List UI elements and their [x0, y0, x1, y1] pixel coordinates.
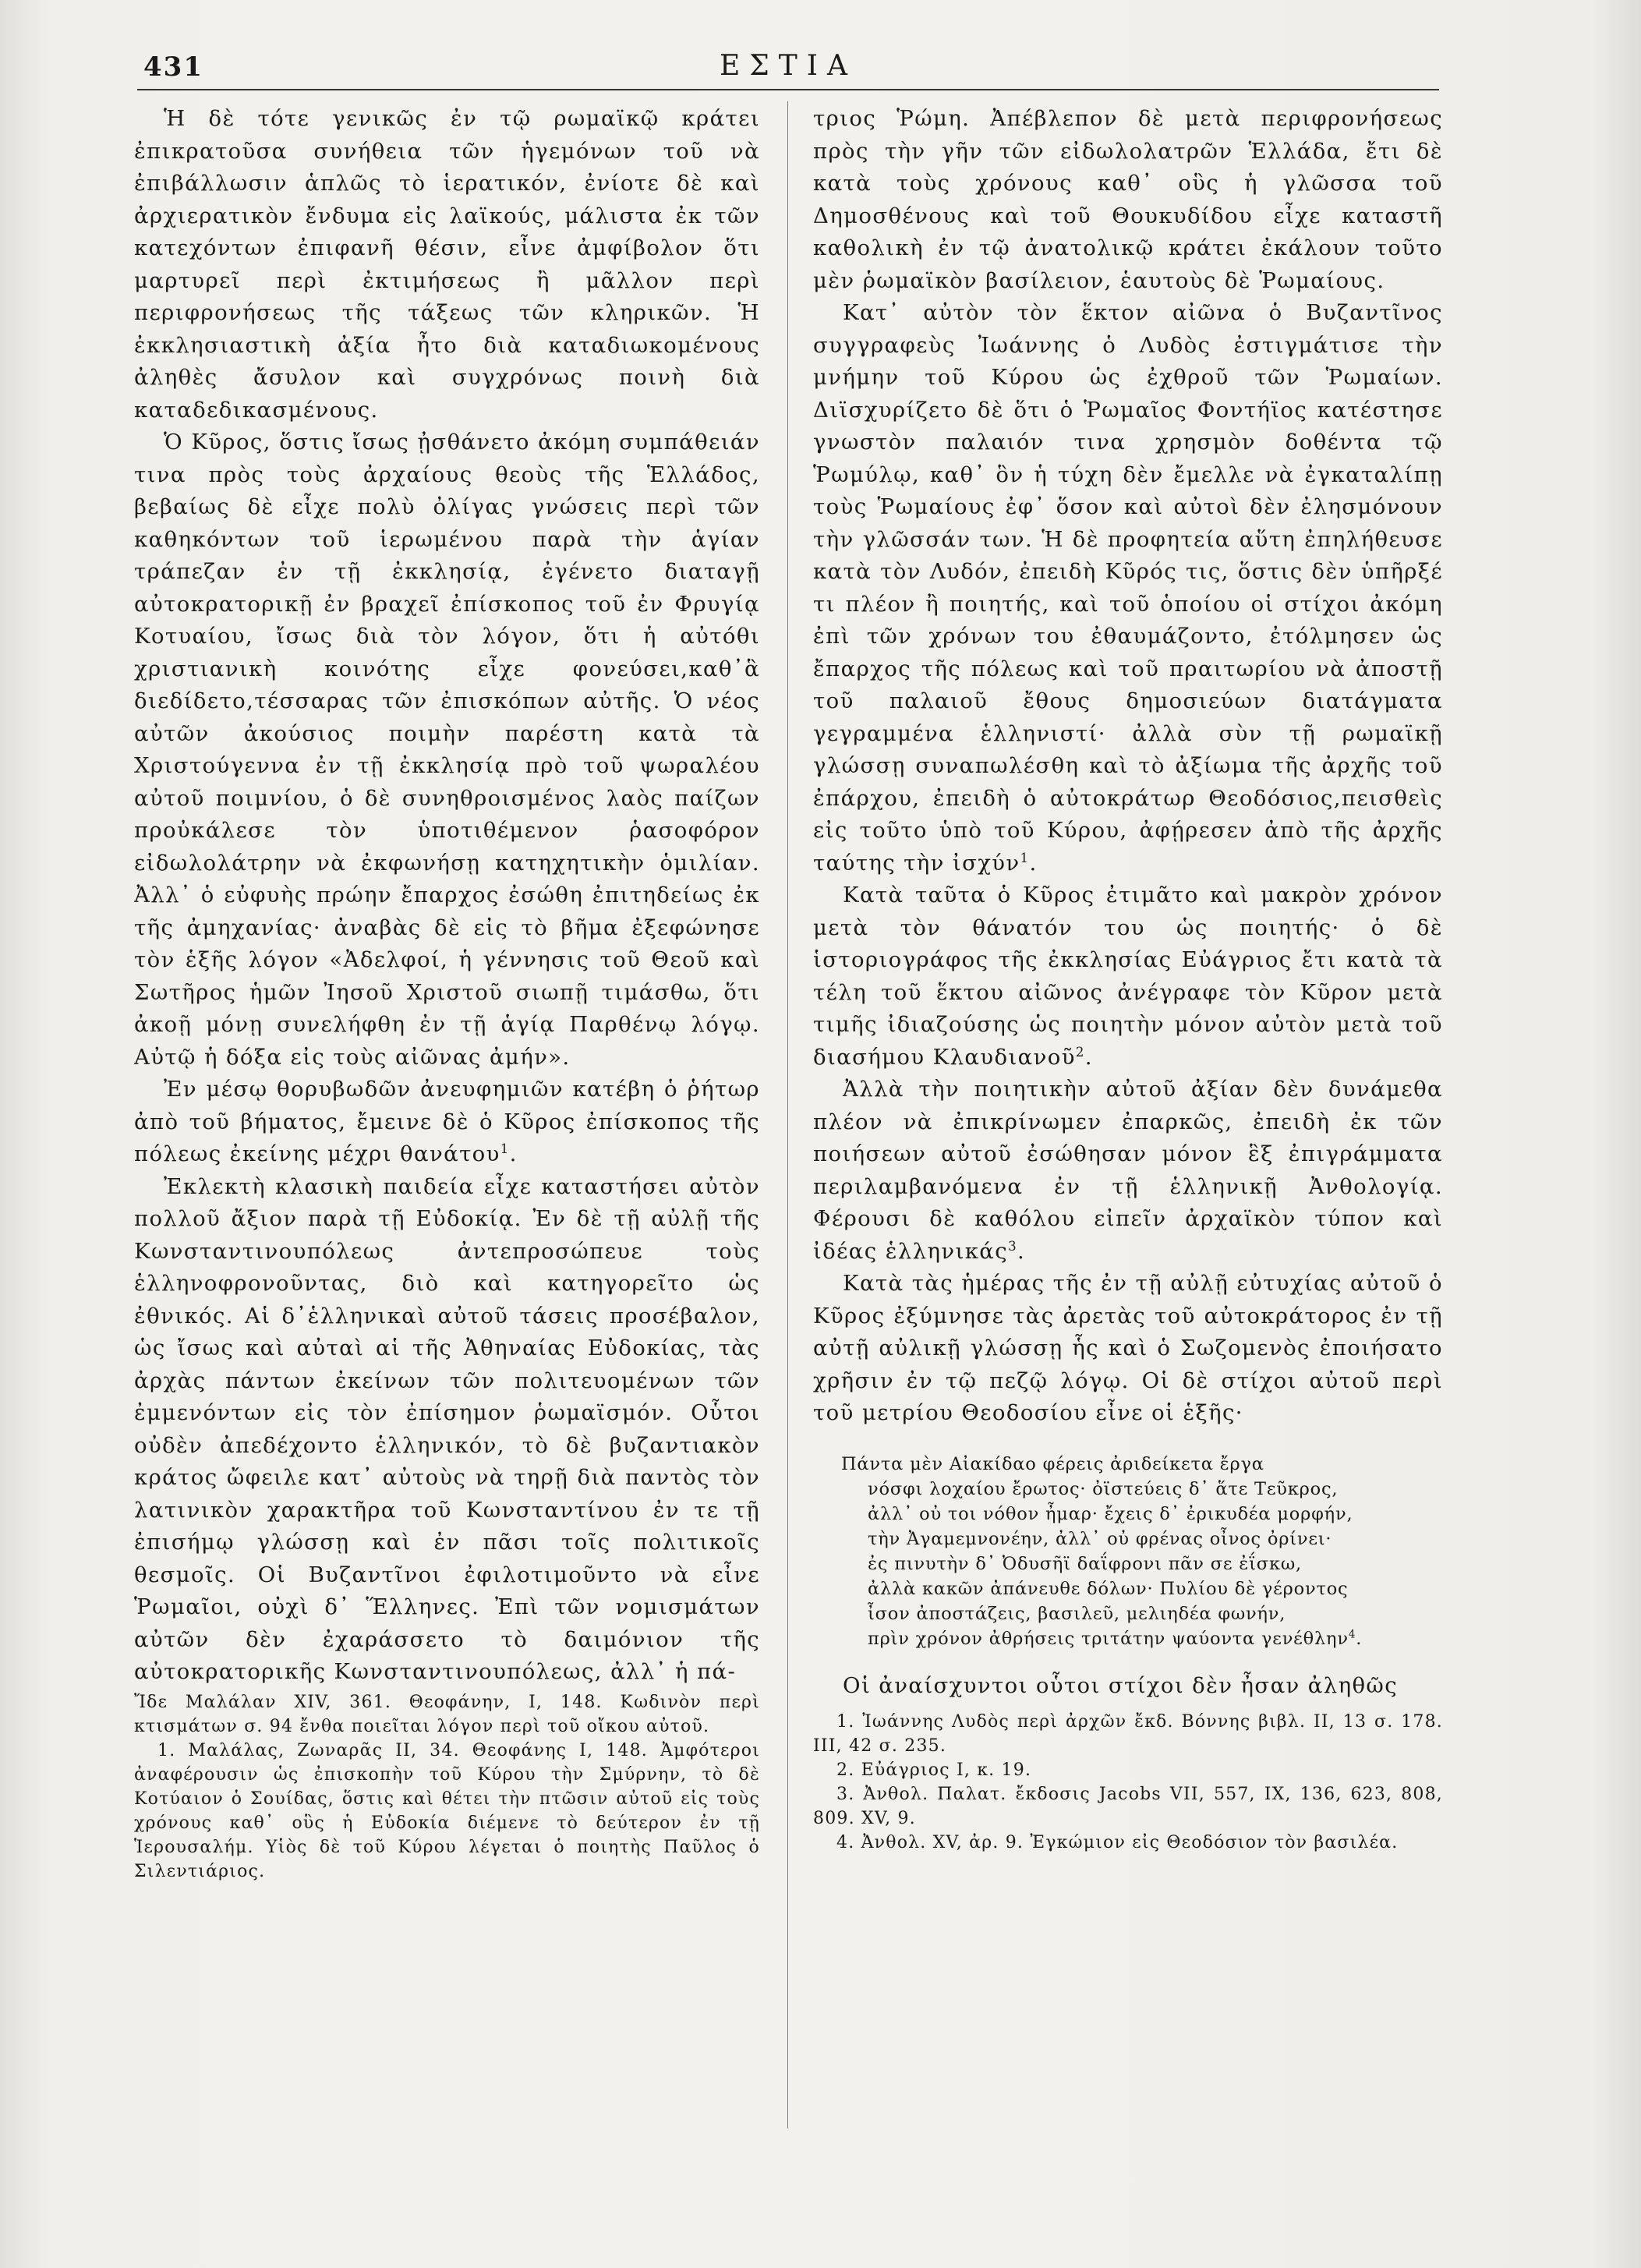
poem-line: πρὶν χρόνον ἀθρήσεις τριτάτην ψαύοντα γενέθλην$^4$.: [868, 1628, 1363, 1649]
page-number: 431: [143, 51, 203, 83]
poem-line: νόσφι λοχαίου ἔρωτος· ὀϊστεύεις δ᾽ ἅτε Τεῦκρος,: [868, 1478, 1339, 1499]
footnote: 1. Ἰωάννης Λυδὸς περὶ ἀρχῶν ἔκδ. Βόννης βιβλ. II, 13 σ. 178. III, 42 σ. 235.: [813, 1712, 1443, 1756]
footnotes: [134, 1690, 760, 1884]
footnote: 4. Ἀνθολ. XV, ἀρ. 9. Ἐγκώμιον εἰς Θεοδόσιον τὸν βασιλέα.: [836, 1833, 1399, 1852]
paragraph: Κατὰ ταῦτα ὁ Κῦρος ἐτιμᾶτο καὶ μακρὸν χρόνον μετὰ τὸν θάνατόν του ὡς ποιητής· ὁ δὲ ἱστοριογράφος τῆς ἐκκλησίας Εὐάγριος ἔτι κατὰ τὰ τέλη τοῦ ἕκτου αἰῶνος ἀνέγραφε τὸν Κῦρον μετὰ τιμῆς ἰδιαζούσης ὡς ποιητὴν μόνον αὐτὸν μετὰ τοῦ διασήμου Κλαυδιανοῦ$^2$.: [813, 883, 1443, 1070]
paragraph: Ἐν μέσῳ θορυβωδῶν ἀνευφημιῶν κατέβη ὁ ῥήτωρ ἀπὸ τοῦ βήματος, ἔμεινε δὲ ὁ Κῦρος ἐπίσκοπος τῆς πόλεως ἐκείνης μέχρι θανάτου$^1$.: [134, 1077, 760, 1166]
right-column: [813, 103, 1443, 2208]
poem-line: ἀλλὰ κακῶν ἀπάνευθε δόλων· Πυλίου δὲ γέροντος: [868, 1578, 1349, 1599]
poem-line: ἐς πινυτὴν δ᾽ Ὀδυσῆϊ δαΐφρονι πᾶν σε ἐΐσκω,: [868, 1553, 1302, 1574]
footnote-ref: 4: [1348, 1628, 1356, 1640]
poem-line: ἀλλ᾽ οὐ τοι νόθον ἦμαρ· ἔχεις δ᾽ ἐρικυδέα μορφήν,: [868, 1503, 1353, 1524]
page-header: [137, 47, 1439, 90]
footnote-ref: 3: [1008, 1238, 1017, 1254]
footnote: 1. Μαλάλας, Ζωναρᾶς II, 34. Θεοφάνης I, 148. Ἀμφότεροι ἀναφέρουσιν ὡς ἐπισκοπὴν τοῦ Κύρου τὴν Σμύρνην, τὸ δὲ Κοτύαιον ὁ Σουίδας, ὅστις καὶ θέτει τὴν πτῶσιν αὐτοῦ εἰς τοὺς χρόνους καθ᾽ οὓς ἡ Εὐδοκία διέμενε τὸ δεύτερον ἐν τῇ Ἱερουσαλήμ. Υἱὸς δὲ τοῦ Κύρου λέγεται ὁ ποιητὴς Παῦλος ὁ Σιλεντιάριος.: [134, 1740, 760, 1881]
footnote-ref: 2: [1075, 1044, 1085, 1060]
footnote-ref: 1: [1020, 850, 1030, 865]
paragraph: Ἐκλεκτὴ κλασικὴ παιδεία εἶχε καταστήσει αὐτὸν πολλοῦ ἄξιον παρὰ τῇ Εὐδοκίᾳ. Ἐν δὲ τῇ αὐλῇ τῆς Κωνσταντινουπόλεως ἀντεπροσώπευε τοὺς ἑλληνοφρονοῦντας, διὸ καὶ κατηγορεῖτο ὡς ἐθνικός. Αἱ δ᾽ἑλληνικαὶ αὐτοῦ τάσεις προσέβαλον, ὡς ἴσως καὶ αὐταὶ αἱ τῆς Ἀθηναίας Εὐδοκίας, τὰς ἀρχὰς πάντων ἐκείνων τῶν πολιτευομένων τῶν ἐμμενόντων εἰς τὸν ἐπίσημον ῥωμαϊσμόν. Οὗτοι οὐδὲν ἀπεδέχοντο ἑλληνικόν, τὸ δὲ βυζαντιακὸν κράτος ὤφειλε κατ᾽ αὐτοὺς νὰ τηρῇ διὰ παντὸς τὸν λατινικὸν χαρακτῆρα τοῦ Κωνσταντίνου ἐν τε τῇ ἐπισήμῳ γλώσσῃ καὶ ἐν πᾶσι τοῖς πολιτικοῖς θεσμοῖς. Οἱ Βυζαντῖνοι ἐφιλοτιμοῦντο νὰ εἶνε Ῥωμαῖοι, οὐχὶ δ᾽ Ἕλληνες. Ἐπὶ τῶν νομισμάτων αὐτῶν δὲν ἐχαράσσετο τὸ δαιμόνιον τῆς αὐτοκρατορικῆς Κωνσταντινουπόλεως, ἀλλ᾽ ἡ πά-: [134, 1173, 760, 1684]
paragraph-text: Κατ᾽ αὐτὸν τὸν ἕκτον αἰῶνα ὁ Βυζαντῖνος συγγραφεὺς Ἰωάννης ὁ Λυδὸς ἐστιγμάτισε τὴν μνήμην τοῦ Κύρου ὡς ἐχθροῦ τῶν Ῥωμαίων. Διϊσχυρίζετο δὲ ὅτι ὁ Ῥωμαῖος Φοντήϊος κατέστησε γνωστὸν παλαιόν τινα χρησμὸν δοθέντα τῷ Ῥωμύλῳ, καθ᾽ ὃν ἡ τύχη δὲν ἔμελλε νὰ ἐγκαταλίπῃ τοὺς Ῥωμαίους ἐφ᾽ ὅσον καὶ αὐτοὶ δὲν ἐλησμόνουν τὴν γλῶσσάν των. Ἡ δὲ προφητεία αὕτη ἐπηλήθευσε κατὰ τὸν Λυδόν, ἐπειδὴ Κῦρός τις, ὅστις δὲν ὑπῆρξέ τι πλέον ἢ ποιητής, καὶ τοῦ ὁποίου οἱ στίχοι ἀκόμη ἐπὶ τῶν χρόνων του ἐθαυμάζοντο, ἐτόλμησεν ὡς ἔπαρχος τῆς πόλεως καὶ τοῦ πραιτωρίου νὰ ἀποστῇ τοῦ παλαιοῦ ἔθους δημοσιεύων διατάγματα γεγραμμένα ἑλληνιστί· ἀλλὰ σὺν τῇ ρωμαϊκῇ γλώσσῃ συναπωλέσθη καὶ τὸ ἀξίωμα τῆς ἀρχῆς τοῦ ἐπάρχου, ἐπειδὴ ὁ αὐτοκράτωρ Θεοδόσιος,πεισθεὶς εἰς τοῦτο ὑπὸ τοῦ Κύρου, ἀφῄρεσεν ἀπὸ τῆς ἀρχῆς ταύτης τὴν ἰσχύν: [813, 300, 1443, 876]
footnote-continuation: Ἴδε Μαλάλαν XIV, 361. Θεοφάνην, I, 148. Κωδινὸν περὶ κτισμάτων σ. 94 ἔνθα ποιεῖται λόγον περὶ τοῦ οἴκου αὐτοῦ.: [134, 1692, 760, 1736]
paragraph: Ὁ Κῦρος, ὅστις ἴσως ᾐσθάνετο ἀκόμη συμπάθειάν τινα πρὸς τοὺς ἀρχαίους θεοὺς τῆς Ἑλλάδος, βεβαίως δὲ εἶχε πολὺ ὀλίγας γνώσεις περὶ τῶν καθηκόντων τοῦ ἱερωμένου παρὰ τὴν ἁγίαν τράπεζαν ἐν τῇ ἐκκλησίᾳ, ἐγένετο διαταγῇ αὐτοκρατορικῇ ἐν βραχεῖ ἐπίσκοπος τοῦ ἐν Φρυγίᾳ Κοτυαίου, ἴσως διὰ τὸν λόγον, ὅτι ἡ αὐτόθι χριστιανικὴ κοινότης εἶχε φονεύσει,καθ᾽ἃ διεδίδετο,τέσσαρας τῶν ἐπισκόπων αὐτῆς. Ὁ νέος αὐτῶν ἀκούσιος ποιμὴν παρέστη κατὰ τὰ Χριστούγεννα ἐν τῇ ἐκκλησίᾳ πρὸ τοῦ ψωραλέου αὐτοῦ ποιμνίου, ὁ δὲ συνηθροισμένος λαὸς παίζων προὐκάλεσε τὸν ὑποτιθέμενον ῥασοφόρον εἰδωλολάτρην νὰ ἐκφωνήσῃ κατηχητικὴν ὁμιλίαν. Ἀλλ᾽ ὁ εὐφυὴς πρώην ἔπαρχος ἐσώθη ἐπιτηδείως ἐκ τῆς ἀμηχανίας· ἀναβὰς δὲ εἰς τὸ βῆμα ἐξεφώνησε τὸν ἑξῆς λόγον «Ἀδελφοί, ἡ γέννησις τοῦ Θεοῦ καὶ Σωτῆρος ἡμῶν Ἰησοῦ Χριστοῦ σιωπῇ τιμάσθω, ὅτι ἀκοῇ μόνῃ συνελήφθη ἐν τῇ ἁγίᾳ Παρθένῳ λόγῳ. Αὐτῷ ἡ δόξα εἰς τοὺς αἰῶνας ἀμήν».: [134, 430, 760, 1070]
paragraph: τριος Ῥώμη. Ἀπέβλεπον δὲ μετὰ περιφρονήσεως πρὸς τὴν γῆν τῶν εἰδωλολατρῶν Ἑλλάδα, ἔτι δὲ κατὰ τοὺς χρόνους καθ᾽ οὓς ἡ γλῶσσα τοῦ Δημοσθένους καὶ τοῦ Θουκυδίδου εἶχε καταστῆ καθολικὴ ἐν τῷ ἀνατολικῷ κράτει ἐκάλουν τοῦτο μὲν ῥωμαϊκὸν βασίλειον, ἑαυτοὺς δὲ Ῥωμαίους.: [813, 106, 1443, 293]
footnote: 3. Ἀνθολ. Παλατ. ἔκδοσις Jacobs VII, 557, IX, 136, 623, 808, 809. XV, 9.: [813, 1785, 1443, 1828]
paragraph-text: Ἀλλὰ τὴν ποιητικὴν αὐτοῦ ἀξίαν δὲν δυνάμεθα πλέον νὰ ἐπικρίνωμεν ἐπαρκῶς, ἐπειδὴ ἐκ τῶν ποιήσεων αὐτοῦ ἐσώθησαν μόνον ἓξ ἐπιγράμματα περιλαμβανόμενα ἐν τῇ ἑλληνικῇ Ἀνθολογίᾳ. Φέρουσι δὲ καθόλου εἰπεῖν ἀρχαϊκὸν τύπον καὶ ἰδέας ἑλληνικάς: [813, 1077, 1443, 1264]
paragraph: Κατ᾽ αὐτὸν τὸν ἕκτον αἰῶνα ὁ Βυζαντῖνος συγγραφεὺς Ἰωάννης ὁ Λυδὸς ἐστιγμάτισε τὴν μνήμην τοῦ Κύρου ὡς ἐχθροῦ τῶν Ῥωμαίων. Διϊσχυρίζετο δὲ ὅτι ὁ Ῥωμαῖος Φοντήϊος κατέστησε γνωστὸν παλαιόν τινα χρησμὸν δοθέντα τῷ Ῥωμύλῳ, καθ᾽ ὃν ἡ τύχη δὲν ἔμελλε νὰ ἐγκαταλίπῃ τοὺς Ῥωμαίους ἐφ᾽ ὅσον καὶ αὐτοὶ δὲν ἐλησμόνουν τὴν γλῶσσάν των. Ἡ δὲ προφητεία αὕτη ἐπηλήθευσε κατὰ τὸν Λυδόν, ἐπειδὴ Κῦρός τις, ὅστις δὲν ὑπῆρξέ τι πλέον ἢ ποιητής, καὶ τοῦ ὁποίου οἱ στίχοι ἀκόμη ἐπὶ τῶν χρόνων του ἐθαυμάζοντο, ἐτόλμησεν ὡς ἔπαρχος τῆς πόλεως καὶ τοῦ πραιτωρίου νὰ ἀποστῇ τοῦ παλαιοῦ ἔθους δημοσιεύων διατάγματα γεγραμμένα ἑλληνιστί· ἀλλὰ σὺν τῇ ρωμαϊκῇ γλώσσῃ συναπωλέσθη καὶ τὸ ἀξίωμα τῆς ἀρχῆς τοῦ ἐπάρχου, ἐπειδὴ ὁ αὐτοκράτωρ Θεοδόσιος,πεισθεὶς εἰς τοῦτο ὑπὸ τοῦ Κύρου, ἀφῄρεσεν ἀπὸ τῆς ἀρχῆς ταύτης τὴν ἰσχύν$^1$.: [813, 300, 1443, 876]
poem-line: τὴν Ἀγαμεμνονέην, ἀλλ᾽ οὐ φρένας οἶνος ὀρίνει·: [868, 1528, 1332, 1549]
column-divider: [787, 101, 788, 2128]
footnote: 2. Εὐάγριος I, κ. 19.: [836, 1760, 1032, 1780]
paragraph-text: Ἐν μέσῳ θορυβωδῶν ἀνευφημιῶν κατέβη ὁ ῥήτωρ ἀπὸ τοῦ βήματος, ἔμεινε δὲ ὁ Κῦρος ἐπίσκοπος τῆς πόλεως ἐκείνης μέχρι θανάτου: [134, 1077, 760, 1166]
paragraph: Ἡ δὲ τότε γενικῶς ἐν τῷ ρωμαϊκῷ κράτει ἐπικρατοῦσα συνήθεια τῶν ἡγεμόνων τοῦ νὰ ἐπιβάλλωσιν ἁπλῶς τὸ ἱερατικόν, ἐνίοτε δὲ καὶ ἀρχιερατικὸν ἔνδυμα εἰς λαϊκούς, μάλιστα ἐκ τῶν κατεχόντων ἐπιφανῆ θέσιν, εἶνε ἀμφίβολον ὅτι μαρτυρεῖ περὶ ἐκτιμήσεως ἢ μᾶλλον περὶ περιφρονήσεως τῆς τάξεως τῶν κληρικῶν. Ἡ ἐκκλησιαστικὴ ἀξία ἦτο διὰ καταδιωκομένους ἀληθὲς ἄσυλον καὶ συγχρόνως ποινὴ διὰ καταδεδικασμένους.: [134, 106, 760, 423]
left-column: [134, 103, 760, 2208]
footnotes: [813, 1710, 1443, 1855]
quoted-poem: [841, 1452, 1443, 1651]
paragraph: Κατὰ τὰς ἡμέρας τῆς ἐν τῇ αὐλῇ εὐτυχίας αὐτοῦ ὁ Κῦρος ἐξύμνησε τὰς ἀρετὰς τοῦ αὐτοκράτορος ἐν τῇ αὐτῇ αὐλικῇ γλώσσῃ ἧς καὶ ὁ Σωζομενὸς ἐποιήσατο χρῆσιν ἐν τῷ πεζῷ λόγῳ. Οἱ δὲ στίχοι αὐτοῦ περὶ τοῦ μετρίου Θεοδοσίου εἶνε οἱ ἑξῆς·: [813, 1271, 1443, 1425]
poem-line: ἶσον ἀποστάζεις, βασιλεῦ, μελιηδέα φωνήν,: [868, 1603, 1286, 1624]
running-title: ΕΣΤΙΑ: [720, 50, 857, 82]
paragraph-text: Κατὰ ταῦτα ὁ Κῦρος ἐτιμᾶτο καὶ μακρὸν χρόνον μετὰ τὸν θάνατόν του ὡς ποιητής· ὁ δὲ ἱστοριογράφος τῆς ἐκκλησίας Εὐάγριος ἔτι κατὰ τὰ τέλη τοῦ ἕκτου αἰῶνος ἀνέγραφε τὸν Κῦρον μετὰ τιμῆς ἰδιαζούσης ὡς ποιητὴν μόνον αὐτὸν μετὰ τοῦ διασήμου Κλαυδιανοῦ: [813, 883, 1443, 1070]
poem-line-text: πρὶν χρόνον ἀθρήσεις τριτάτην ψαύοντα γενέθλην: [868, 1628, 1349, 1649]
footnote-ref: 1: [500, 1141, 510, 1156]
paragraph: Οἱ ἀναίσχυντοι οὗτοι στίχοι δὲν ἦσαν ἀληθῶς: [843, 1672, 1399, 1698]
paragraph: Ἀλλὰ τὴν ποιητικὴν αὐτοῦ ἀξίαν δὲν δυνάμεθα πλέον νὰ ἐπικρίνωμεν ἐπαρκῶς, ἐπειδὴ ἐκ τῶν ποιήσεων αὐτοῦ ἐσώθησαν μόνον ἓξ ἐπιγράμματα περιλαμβανόμενα ἐν τῇ ἑλληνικῇ Ἀνθολογίᾳ. Φέρουσι δὲ καθόλου εἰπεῖν ἀρχαϊκὸν τύπον καὶ ἰδέας ἑλληνικάς$^3$.: [813, 1077, 1443, 1264]
poem-line: Πάντα μὲν Αἰακίδαο φέρεις ἀριδείκετα ἔργα: [841, 1453, 1264, 1474]
